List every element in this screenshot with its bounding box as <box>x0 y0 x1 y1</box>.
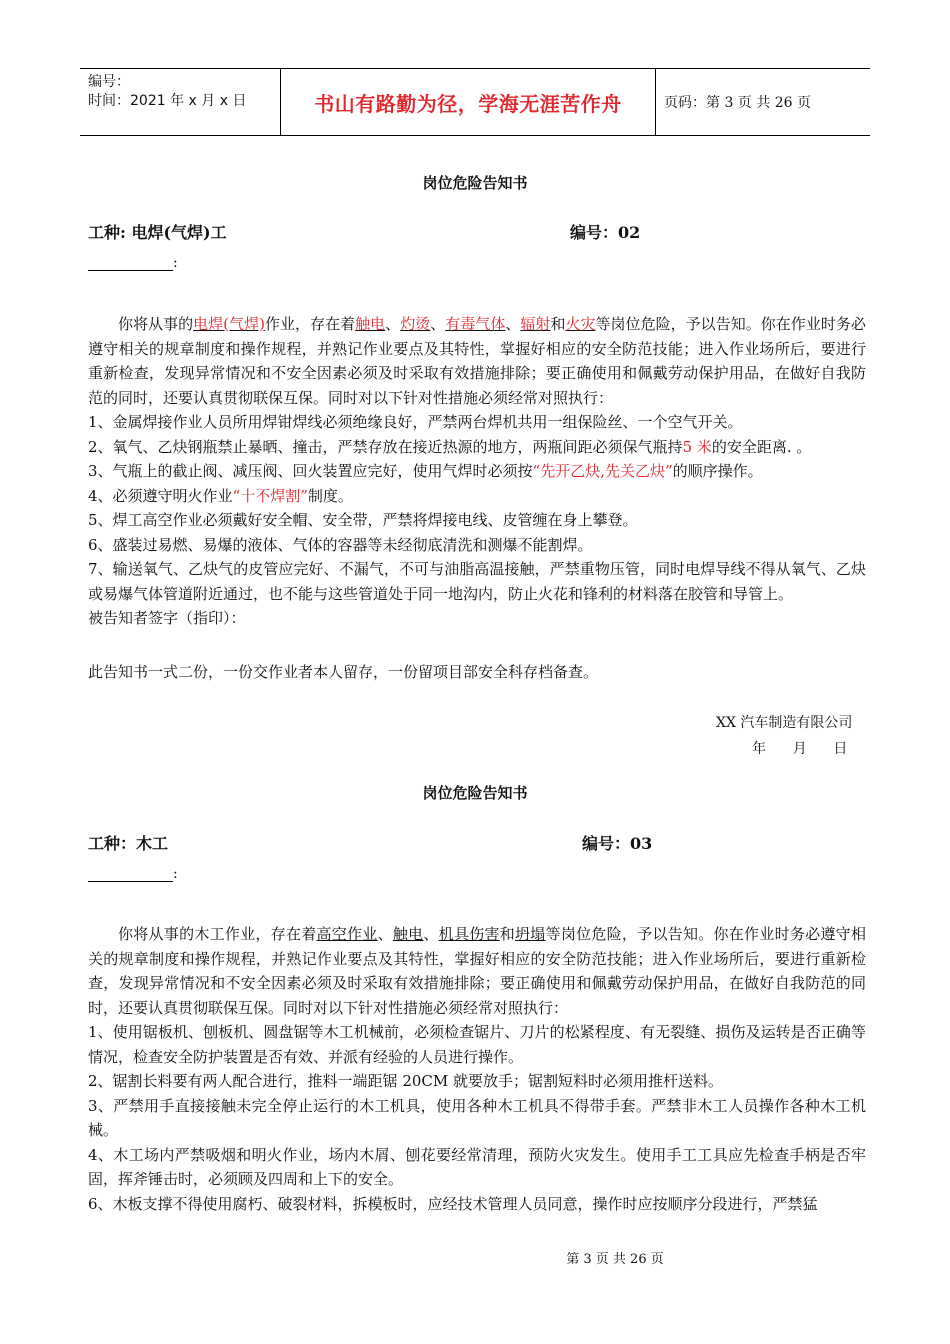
notice1-item-5: 5、焊工高空作业必须戴好安全帽、安全带，严禁将焊接电线、皮管缠在身上攀登。 <box>88 511 638 529</box>
notice1-intro: 你将从事的电焊(气焊)作业，存在着触电、灼烫、有毒气体、辐射和火灾等岗位危险，予以告知。你在作业时务必遵守相关的规章制度和操作规程，并熟记作业要点及其特性，掌握好相应的安全防范技能；进入作业场所后，要进行重新检查，发现异常情况和不安全因素必须及时采取有效措施排除；要正确使用和佩戴劳动保护用品，在做好自我防范的同时，还要认真贯彻联保互保。同时对以下针对性措施必须经常对照执行： <box>88 315 866 407</box>
page-footer: 第 3 页 共 26 页 <box>566 1252 664 1267</box>
document-number-label: 编号： <box>88 74 130 90</box>
notice1-company: XX 汽车制造有限公司 <box>716 715 853 731</box>
notice1-item-3: 3、气瓶上的截止阀、减压阀、回火装置应完好，使用气焊时必须按“先开乙炔,先关乙炔”的顺序操作。 <box>88 462 763 480</box>
notice1-sign: 被告知者签字（指印）： <box>88 609 246 627</box>
notice1-item-6: 6、盛装过易燃、易爆的液体、气体的容器等未经彻底清洗和测爆不能割焊。 <box>88 535 593 554</box>
blank-underline <box>88 256 173 271</box>
job-inline: 电焊(气焊) <box>193 315 265 333</box>
notice1-title: 岗位危险告知书 <box>422 174 528 192</box>
notice1-item-2: 2、氧气、乙炔钢瓶禁止暴晒、撞击，严禁存放在接近热源的地方，两瓶间距必须保气瓶持5 米的安全距离. 。 <box>88 437 812 456</box>
notice2-body <box>88 922 866 1216</box>
notice1-job: 工种: 电焊(气焊)工 <box>88 223 227 242</box>
hazard-3: 机具伤害 <box>438 925 500 943</box>
notice1-body <box>88 312 866 631</box>
notice1-item-4: 4、必须遵守明火作业“十不焊割”制度。 <box>88 486 353 505</box>
blank-suffix: : <box>173 866 178 882</box>
notice2-number: 编号：03 <box>582 834 653 853</box>
hazard-4: 辐射 <box>520 315 551 333</box>
header-motto-cell <box>280 69 656 135</box>
hazard-2: 灼烫 <box>400 315 431 333</box>
notice1-number: 编号：02 <box>570 223 641 242</box>
notice2-item-3: 3、严禁用手直接接触未完全停止运行的木工机具，使用各种木工机具不得带手套。严禁非木工人员操作各种木工机械。 <box>88 1096 866 1139</box>
hazard-5: 火灾 <box>565 315 596 333</box>
notice2-intro: 你将从事的木工作业，存在着高空作业、触电、机具伤害和坍塌等岗位危险，予以告知。你在作业时务必遵守相关的规章制度和操作规程，并熟记作业要点及其特性，掌握好相应的安全防范技能；进入作业场所后，要进行重新检查，发现异常情况和不安全因素必须及时采取有效措施排除；要正确使用和佩戴劳动保护用品，在做好自我防范的同时，还要认真贯彻联保互保。同时对以下针对性措施必须经常对照执行： <box>88 925 866 1017</box>
notice2-title: 岗位危险告知书 <box>422 784 528 802</box>
notice2-job: 工种：木工 <box>88 834 169 853</box>
notice2-item-6: 6、木板支撑不得使用腐朽、破裂材料，拆模板时，应经技术管理人员同意，操作时应按顺序分段进行，严禁猛 <box>88 1194 818 1213</box>
hazard-3: 有毒气体 <box>445 315 506 333</box>
notice2-recipient-line <box>88 866 178 882</box>
blank-suffix: : <box>173 255 178 271</box>
notice2-item-2: 2、锯割长料要有两人配合进行，推料一端距锯 20CM 就要放手；锯割短料时必须用推杆送料。 <box>88 1072 724 1090</box>
document-time-label: 时间：2021 年 x 月 x 日 <box>88 93 247 109</box>
notice2-item-1: 1、使用锯板机、刨板机、圆盘锯等木工机械前，必须检查锯片、刀片的松紧程度、有无裂缝、损伤及运转是否正确等情况，检查安全防护装置是否有效、并派有经验的人员进行操作。 <box>88 1023 866 1066</box>
notice1-date: 年 月 日 <box>752 741 848 757</box>
notice1-copies: 此告知书一式二份，一份交作业者本人留存，一份留项目部安全科存档备查。 <box>88 663 599 681</box>
hazard-1: 高空作业 <box>316 925 378 943</box>
notice1-recipient-line <box>88 255 178 271</box>
hazard-4: 坍塌 <box>515 925 546 943</box>
hazard-1: 触电 <box>355 315 386 333</box>
motto: 书山有路勤为径，学海无涯苦作舟 <box>314 91 622 116</box>
notice1-item-1: 1、金属焊接作业人员所用焊钳焊线必须绝缘良好，严禁两台焊机共用一组保险丝、一个空气开关。 <box>88 413 743 431</box>
page-header <box>80 68 870 136</box>
hazard-2: 触电 <box>392 925 424 943</box>
header-left-cell <box>80 69 280 135</box>
blank-underline <box>88 867 173 882</box>
page-label: 页码：第 3 页 共 26 页 <box>664 95 811 111</box>
notice1-item-7: 7、输送氧气、乙炔气的皮管应完好、不漏气，不可与油脂高温接触，严禁重物压管，同时电焊导线不得从氧气、乙炔或易爆气体管道附近通过，也不能与这些管道处于同一地沟内，防止火花和锋利的材料落在胶管和导管上。 <box>88 560 866 603</box>
header-page-cell <box>656 69 870 135</box>
notice2-item-4: 4、木工场内严禁吸烟和明火作业，场内木屑、刨花要经常清理，预防火灾发生。使用手工工具应先检查手柄是否牢固，挥斧锤击时，必须顾及四周和上下的安全。 <box>88 1145 866 1188</box>
